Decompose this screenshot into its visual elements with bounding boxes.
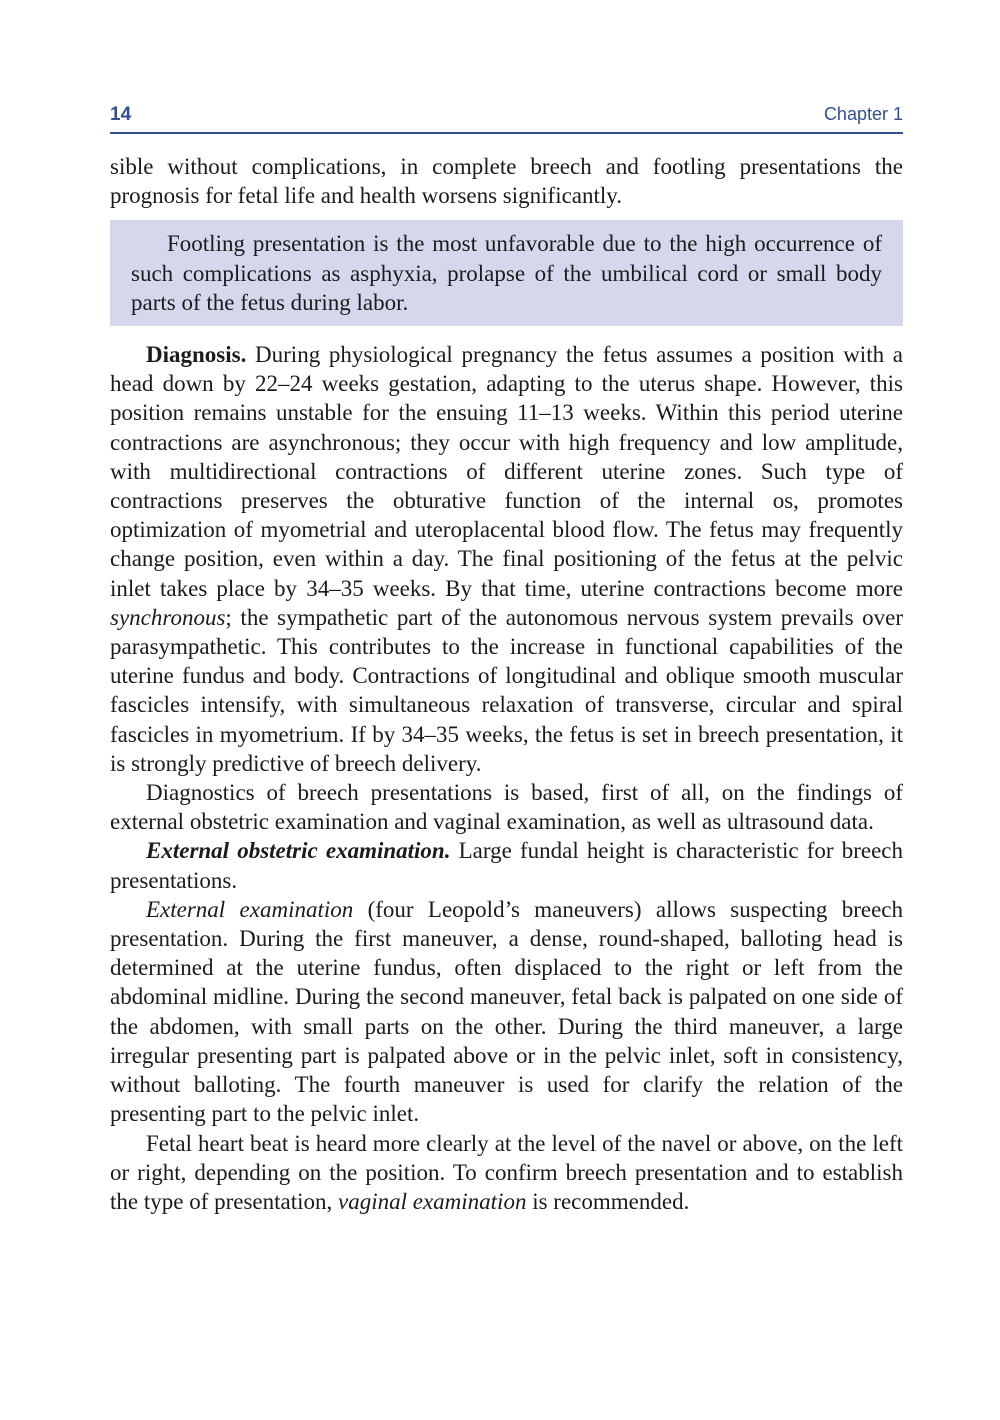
paragraph-text: During physiological pregnancy the fetus assumes a position with a head down by 22–24 weeks gestation, adapting to the uterus shape. However, this position remains unstable for the ensuing 11–13 weeks. Within this period uterine contractions are asynchronous; they occur with high frequency and low amplitude, with multidirectional contractions of different uterine zones. Such type of contractions preserves the obturative function of the internal os, promotes optimization of myometrial and uteroplacental blood flow. The fetus may frequently change position, even within a day. The final positioning of the fetus at the pelvic inlet takes place by 34–35 weeks. By that time, uterine contractions become more	[110, 342, 903, 601]
run-in-heading: External obstetric examination.	[146, 838, 451, 864]
paragraph-text: (four Leopold’s maneuvers) allows suspecting breech presentation. During the first maneuver, a dense, round-shaped, balloting head is determined at the uterine fundus, often displaced to the right or left from the abdominal midline. During the second maneuver, fetal back is palpated on one side of the abdomen, with small parts on the other. During the third maneuver, a large irregular presenting part is palpated above or in the pelvic inlet, soft in consistency, without balloting. The fourth maneuver is used for clarify the relation of the presenting part to the pelvic inlet.	[110, 896, 903, 1127]
page-number: 14	[110, 104, 132, 125]
chapter-label: Chapter 1	[823, 104, 903, 124]
highlight-box	[110, 220, 903, 326]
emphasis-text: vaginal examination	[338, 1188, 527, 1214]
page-header	[110, 100, 903, 134]
run-in-heading: Diagnosis.	[146, 342, 247, 368]
paragraph-text: is recommended.	[526, 1188, 690, 1214]
emphasis-text: synchronous	[110, 604, 226, 630]
paragraph-diagnostics: Diagnostics of breech presentations is based, first of all, on the findings of external obstetric examination and vaginal examination, as well as ultrasound data.	[110, 780, 903, 835]
emphasis-text: External examination	[146, 896, 354, 922]
paragraph-fetal-heart	[110, 1129, 903, 1217]
paragraph-text: Fetal heart beat is heard more clearly at the level of the navel or above, on the left or right, depending on the position. To confirm breech presentation and to establish the type of presentation,	[110, 1130, 903, 1214]
paragraph-continuation: sible without complications, in complete breech and footling presentations the prognosis for fetal life and health worsens significantly.	[110, 154, 903, 209]
body-text	[110, 152, 903, 1216]
paragraph-external-obstetric	[110, 836, 903, 894]
paragraph-diagnosis	[110, 340, 903, 778]
paragraph-text: Large fundal height is characteristic for breech presentations.	[110, 838, 903, 893]
callout-text: Footling presentation is the most unfavorable due to the high occurrence of such complications as asphyxia, prolapse of the umbilical cord or small body parts of the fetus during labor.	[131, 231, 882, 315]
paragraph-external-examination	[110, 895, 903, 1129]
paragraph-text: ; the sympathetic part of the autonomous nervous system prevails over parasympathetic. This contributes to the increase in functional capabilities of the uterine fundus and body. Contractions of longitudinal and oblique smooth muscular fascicles intensify, with simultaneous relaxation of transverse, circular and spiral fascicles in myometrium. If by 34–35 weeks, the fetus is set in breech presentation, it is strongly predictive of breech delivery.	[110, 604, 903, 776]
